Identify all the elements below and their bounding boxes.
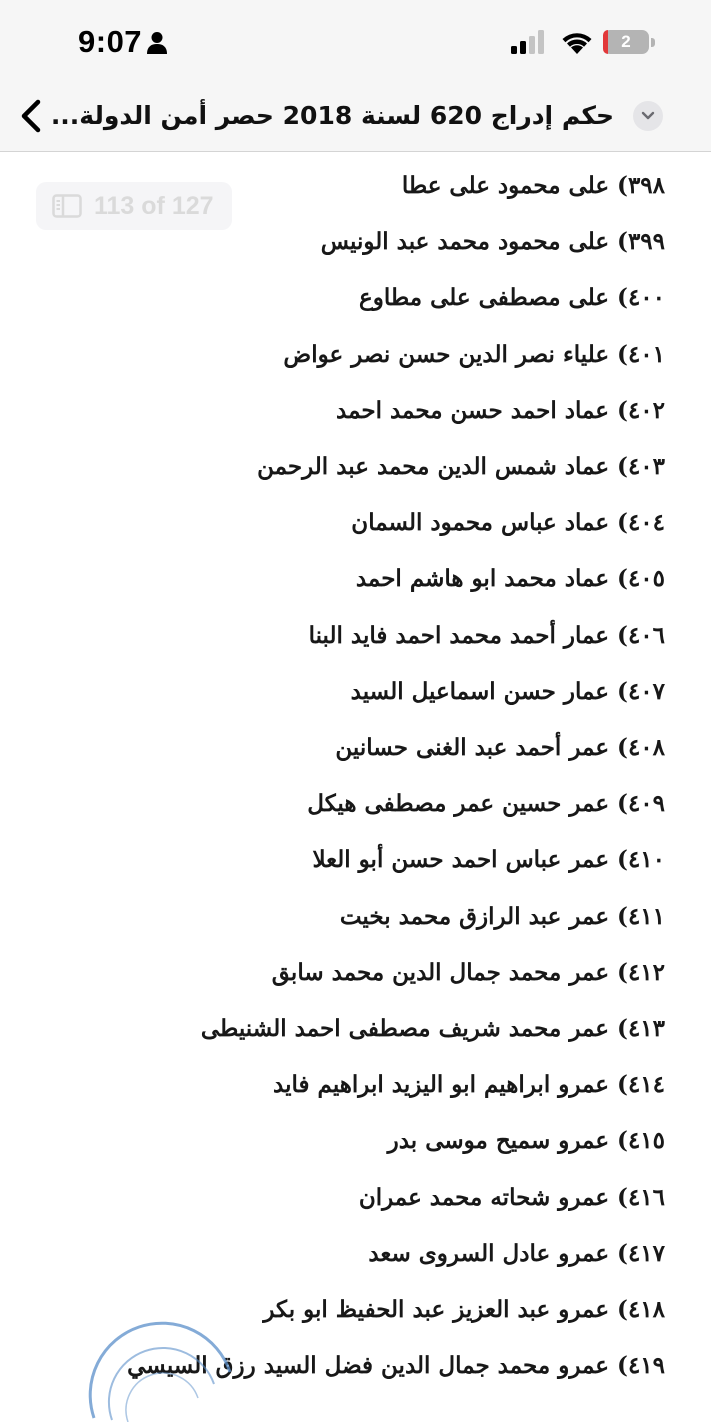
list-item [336, 388, 665, 434]
list-item-number: ٤١٩) [617, 1352, 665, 1380]
list-item-name: عمار حسن اسماعيل السيد [350, 677, 610, 705]
list-item-name: عمر عبد الرازق محمد بخيت [339, 902, 610, 930]
person-icon [146, 31, 168, 55]
stamp-seal [80, 1332, 240, 1422]
battery-tip [651, 38, 655, 47]
list-item-number: ٤٠٨) [617, 734, 665, 761]
list-item [335, 725, 665, 771]
list-item-number: ٤٠٠) [617, 284, 665, 312]
status-time: 9:07 [78, 24, 143, 59]
list-item-name: علياء نصر الدين حسن نصر عواض [283, 340, 610, 368]
title-dropdown-button[interactable] [633, 101, 663, 131]
list-item-number: ٤٠٧) [617, 677, 665, 705]
list-item-name: عمرو سميح موسى بدر [387, 1127, 610, 1155]
list-item-number: ٤٠٦) [617, 621, 665, 649]
page-counter [36, 182, 232, 230]
list-item-number: ٤١٢) [617, 958, 665, 986]
list-item-number: ٤١٥) [617, 1127, 665, 1155]
list-item [402, 163, 665, 209]
status-bar [0, 0, 711, 80]
list-item-name: عمر محمد جمال الدين محمد سابق [271, 958, 610, 986]
list-item-number: ٤٠٢) [617, 396, 665, 424]
list-item [263, 1287, 665, 1333]
list-item-name: عماد احمد حسن محمد احمد [336, 396, 610, 424]
page-counter-text: 113 of 127 [94, 192, 214, 220]
list-item [368, 1231, 665, 1277]
list-item-name: عمرو عبد العزيز عبد الحفيظ ابو بكر [263, 1296, 610, 1323]
list-item-number: ٣٩٨) [617, 172, 665, 199]
list-item-name: عمرو شحاته محمد عمران [358, 1183, 610, 1211]
list-item [309, 613, 665, 659]
list-item [356, 556, 665, 602]
list-item-name: عماد محمد ابو هاشم احمد [355, 565, 610, 593]
list-item-number: ٤١٧) [617, 1239, 665, 1267]
wifi-icon [560, 28, 594, 54]
list-item-name: عمر عباس احمد حسن أبو العلا [312, 846, 610, 874]
list-item [321, 219, 665, 265]
list-item [388, 1118, 665, 1164]
list-item-name: عمر محمد شريف مصطفى احمد الشنيطى [200, 1015, 610, 1042]
list-item-name: على محمود محمد عبد الونيس [320, 228, 610, 256]
list-item-number: ٤١٠) [617, 846, 665, 874]
list-item-name: عمر حسين عمر مصطفى هيكل [307, 790, 610, 818]
list-item-number: ٤٠٤) [617, 509, 665, 537]
list-item-number: ٤٠٥) [617, 565, 665, 593]
list-item [257, 444, 665, 490]
list-item [273, 1062, 665, 1108]
list-item [340, 894, 665, 940]
list-item-name: عمرو محمد جمال الدين فضل السيد رزق السيسي [127, 1352, 610, 1380]
list-item [272, 950, 665, 996]
list-item [351, 669, 665, 715]
list-item [283, 332, 665, 378]
list-item-number: ٤٠٣) [617, 453, 665, 480]
list-item-name: عمار أحمد محمد احمد فايد البنا [308, 621, 610, 649]
list-item-number: ٤١٨) [617, 1296, 665, 1323]
list-item [312, 837, 665, 883]
list-item [351, 500, 665, 546]
navigation-bar [0, 80, 711, 152]
signal-icon [510, 30, 548, 54]
battery-percent: 2 [621, 32, 631, 51]
list-item-name: عماد عباس محمود السمان [351, 509, 610, 537]
list-item-number: ٤١٤) [617, 1071, 665, 1099]
document-page[interactable] [0, 152, 711, 1400]
list-item [359, 1175, 665, 1221]
list-item [307, 781, 665, 827]
list-item-number: ٤١١) [617, 902, 665, 930]
list-item-name: عماد شمس الدين محمد عبد الرحمن [257, 453, 610, 480]
document-title[interactable]: حكم إدراج 620 لسنة 2018 حصر أمن الدولة... [50, 101, 614, 130]
list-item [201, 1006, 665, 1052]
list-item-name: عمر أحمد عبد الغنى حسانين [335, 734, 610, 761]
list-item-name: عمرو ابراهيم ابو اليزيد ابراهيم فايد [273, 1071, 610, 1099]
chevron-down-icon [641, 110, 655, 122]
list-item-name: على مصطفى على مطاوع [359, 284, 610, 312]
battery-icon [603, 30, 657, 56]
list-item-number: ٤٠٩) [617, 790, 665, 818]
list-item-number: ٤٠١) [617, 340, 665, 368]
list-item-number: ٣٩٩) [617, 228, 665, 256]
list-item-name: عمرو عادل السروى سعد [368, 1239, 610, 1267]
list-item-name: على محمود على عطا [401, 172, 610, 199]
page-icon [52, 194, 82, 218]
list-item-number: ٤١٣) [617, 1015, 665, 1042]
list-item [359, 275, 665, 321]
list-item-number: ٤١٦) [617, 1183, 665, 1211]
